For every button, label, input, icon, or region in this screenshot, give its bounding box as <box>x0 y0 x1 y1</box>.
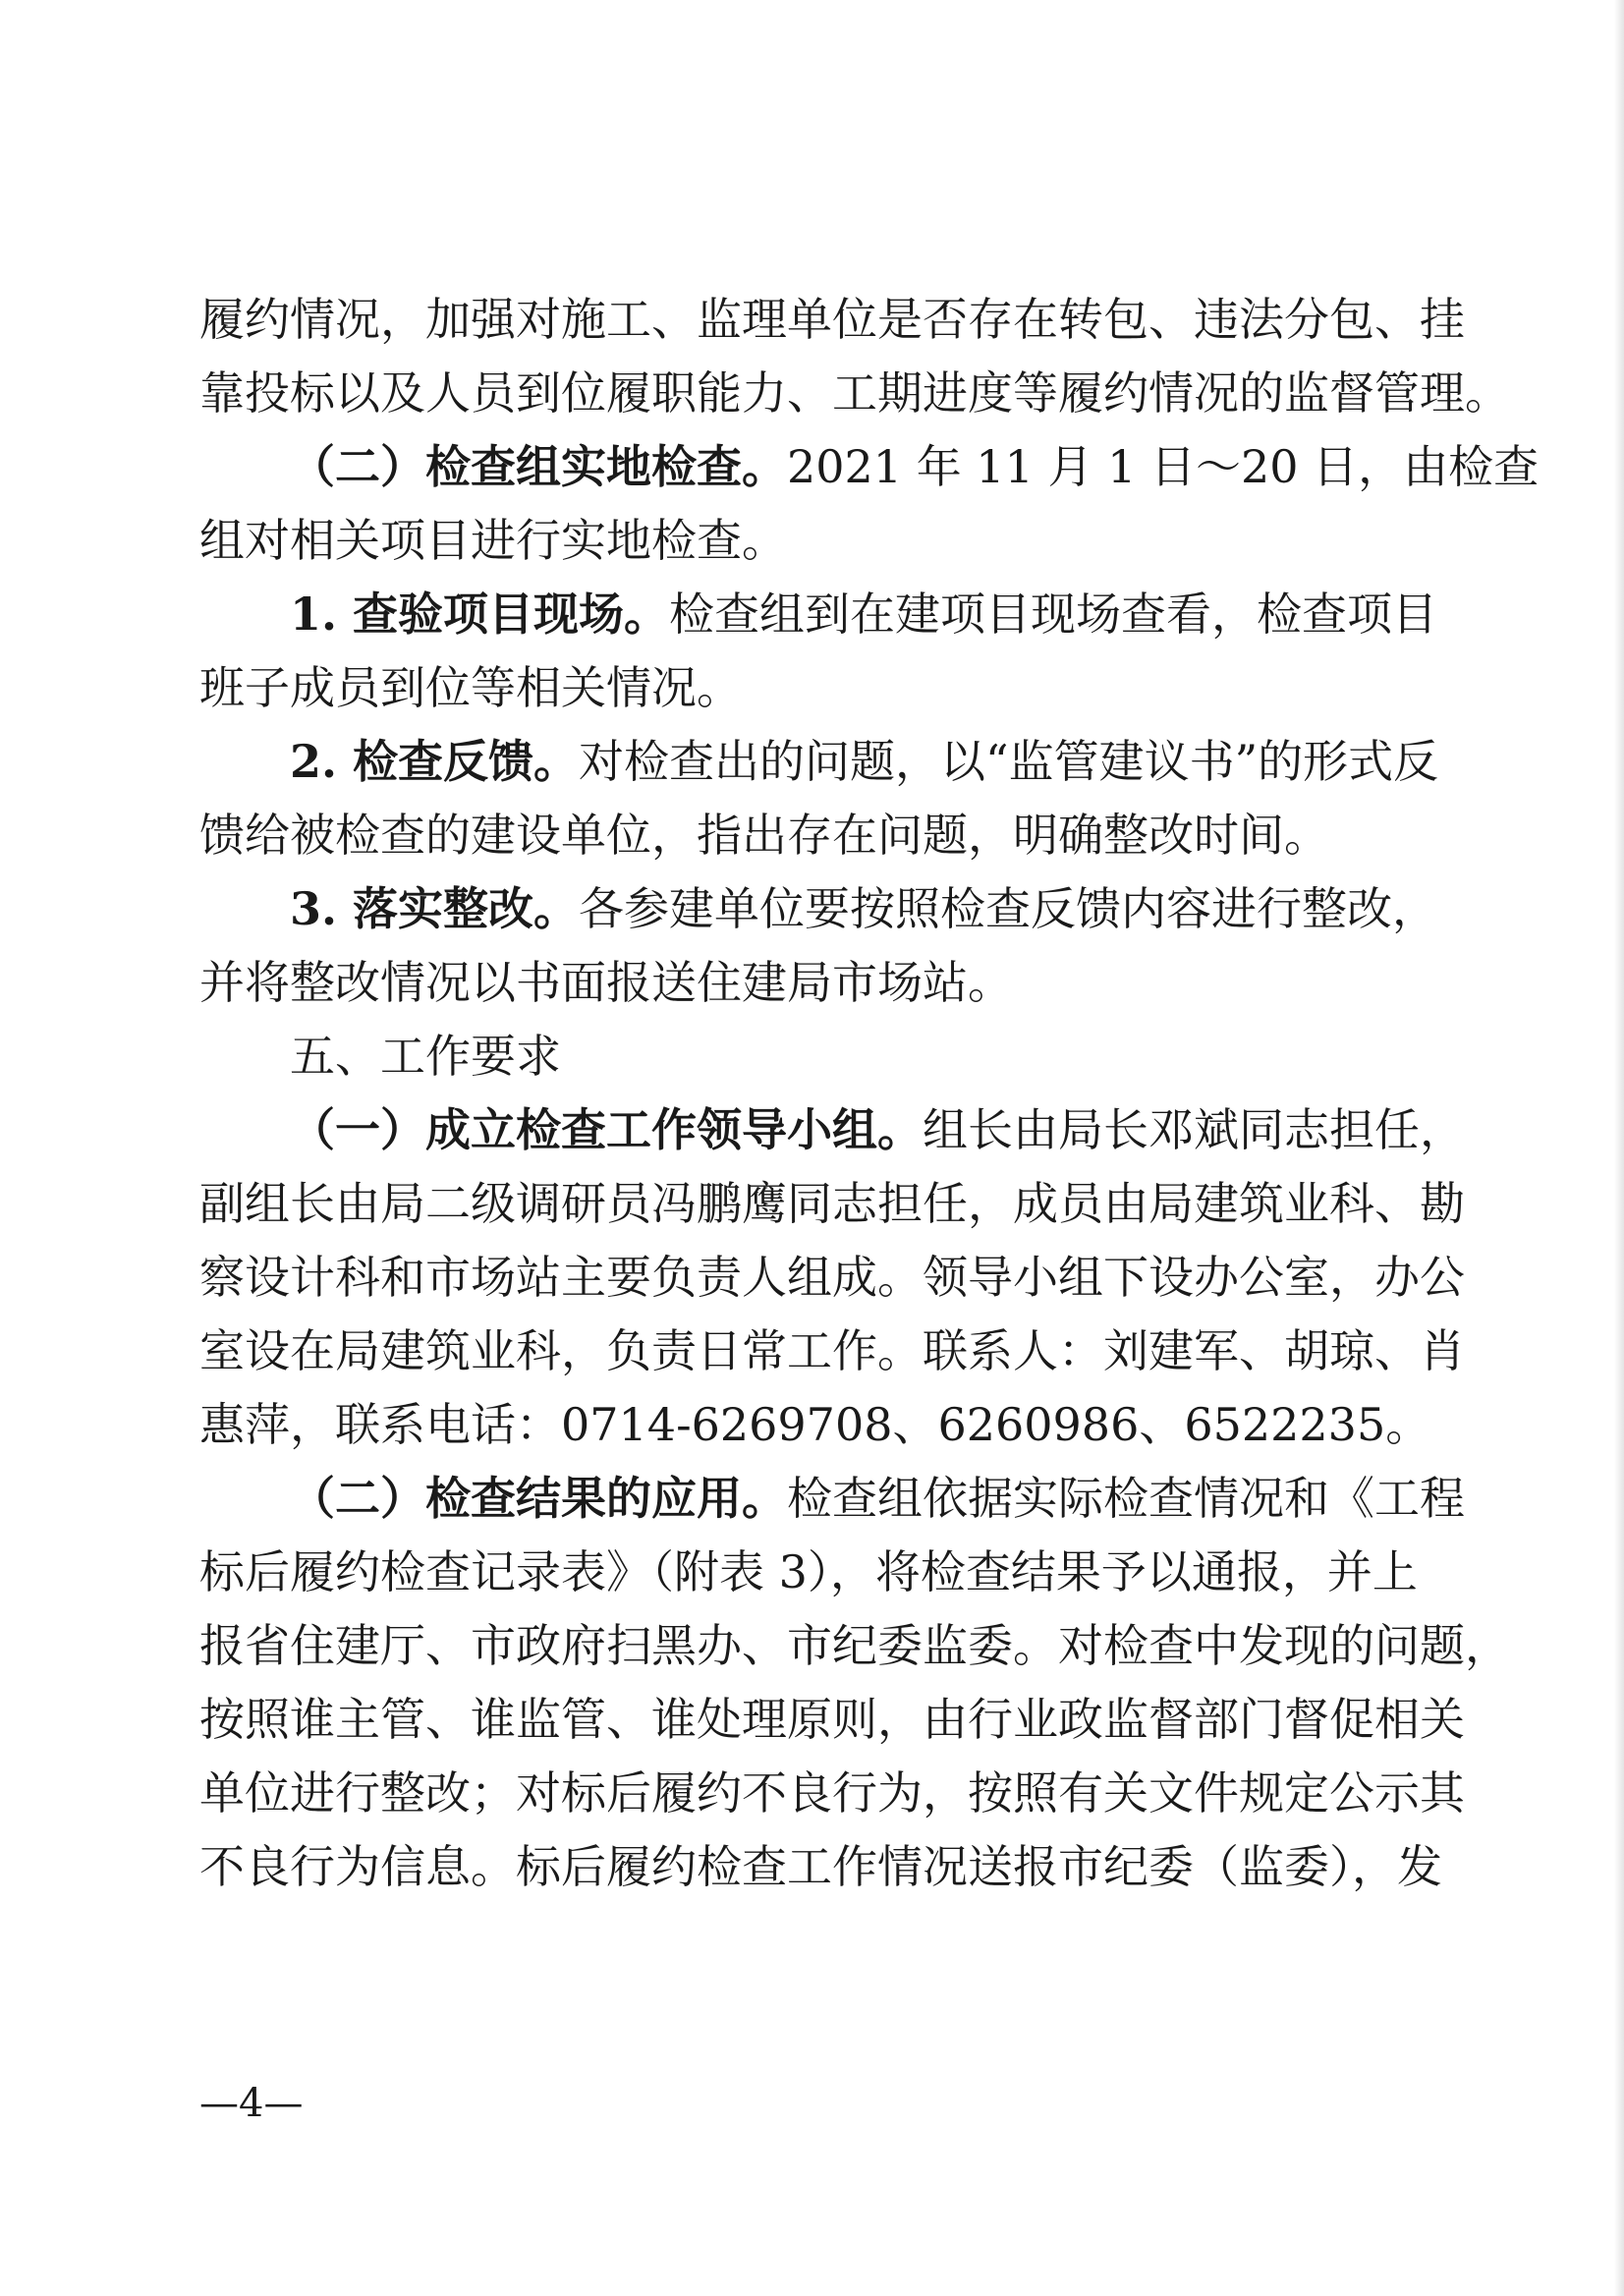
text-line: 班子成员到位等相关情况。 <box>199 661 742 714</box>
item-title: 3. 落实整改。 <box>290 882 580 935</box>
text-line: 组对相关项目进行实地检查。 <box>199 514 787 567</box>
text-line: 标后履约检查记录表》（附表 3），将检查结果予以通报，并上 <box>199 1545 1418 1598</box>
section-text: 2021 年 11 月 1 日～20 日，由检查 <box>787 440 1540 493</box>
text-line: 不良行为信息。标后履约检查工作情况送报市纪委（监委），发 <box>199 1840 1442 1893</box>
section-text: 组长由局长邓斌同志担任， <box>923 1103 1465 1156</box>
section-text: 检查组依据实际检查情况和《工程 <box>787 1472 1465 1525</box>
page-edge <box>1614 0 1624 2296</box>
text-line: 察设计科和市场站主要负责人组成。领导小组下设办公室，办公 <box>199 1251 1465 1304</box>
text-line: 馈给被检查的建设单位，指出存在问题，明确整改时间。 <box>199 809 1329 862</box>
section-title: （二）检查组实地检查。 <box>290 440 787 493</box>
item-text: 各参建单位要按照检查反馈内容进行整改， <box>579 882 1438 935</box>
item-paragraph <box>199 872 1438 946</box>
text-line: 靠投标以及人员到位履职能力、工期进度等履约情况的监督管理。 <box>199 366 1510 420</box>
section-title: （一）成立检查工作领导小组。 <box>290 1103 923 1156</box>
item-paragraph <box>199 725 1439 799</box>
item-text: 检查组到在建项目现场查看，检查项目 <box>669 588 1438 641</box>
item-title: 1. 查验项目现场。 <box>290 588 670 641</box>
text-line: 按照谁主管、谁监管、谁处理原则，由行业政监督部门督促相关 <box>199 1693 1465 1746</box>
section-paragraph <box>199 1093 1465 1167</box>
section-paragraph <box>199 1462 1465 1536</box>
section-paragraph <box>199 430 1540 504</box>
text-line: 并将整改情况以书面报送住建局市场站。 <box>199 956 1013 1009</box>
item-text: 对检查出的问题，以“监管建议书”的形式反 <box>579 735 1439 788</box>
chapter-heading: 五、工作要求 <box>290 1030 561 1083</box>
item-title: 2. 检查反馈。 <box>290 735 580 788</box>
text-line: 室设在局建筑业科，负责日常工作。联系人：刘建军、胡琼、肖 <box>199 1324 1465 1377</box>
text-line: 惠萍，联系电话：0714-6269708、6260986、6522235。 <box>199 1398 1431 1451</box>
page-number: —4— <box>199 2081 304 2126</box>
text-line: 履约情况，加强对施工、监理单位是否存在转包、违法分包、挂 <box>199 293 1465 346</box>
text-line: 单位进行整改；对标后履约不良行为，按照有关文件规定公示其 <box>199 1766 1465 1820</box>
document-body <box>199 283 1540 1904</box>
item-paragraph <box>199 578 1438 651</box>
text-line: 报省住建厅、市政府扫黑办、市纪委监委。对检查中发现的问题， <box>199 1619 1510 1672</box>
section-title: （二）检查结果的应用。 <box>290 1472 787 1525</box>
text-line: 副组长由局二级调研员冯鹏鹰同志担任，成员由局建筑业科、勘 <box>199 1177 1465 1230</box>
